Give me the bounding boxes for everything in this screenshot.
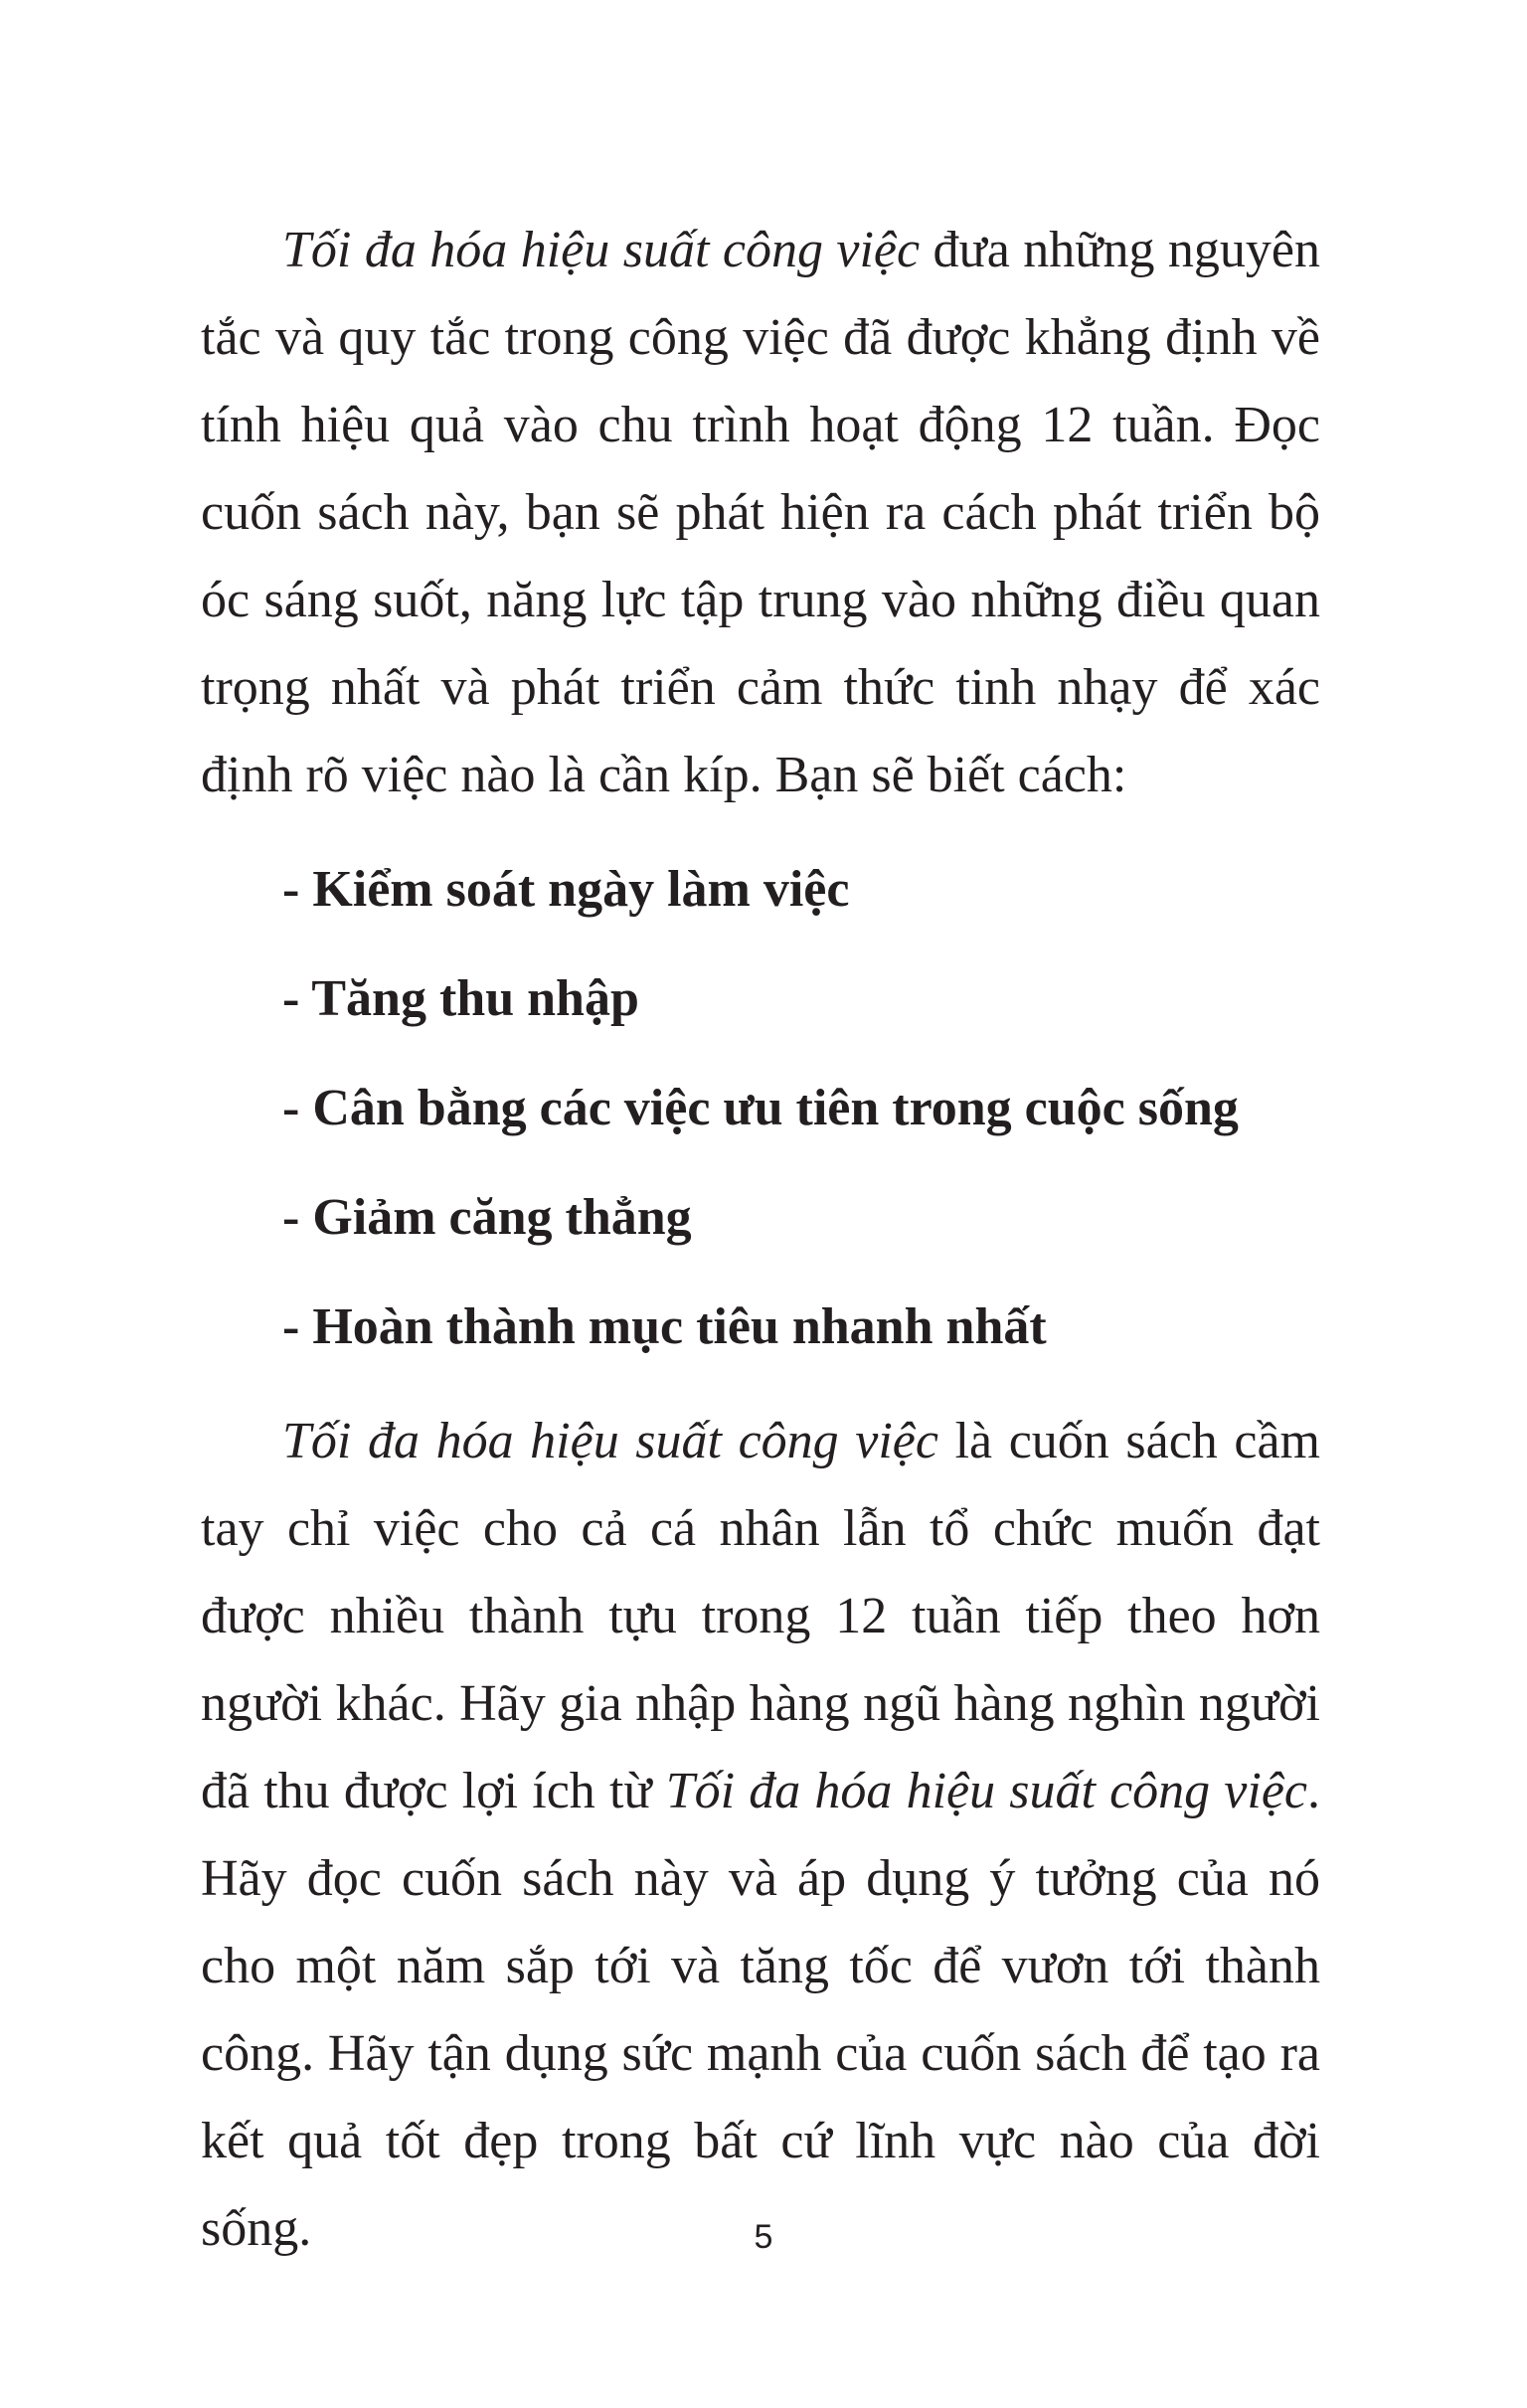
book-title-italic: Tối đa hóa hiệu suất công việc bbox=[282, 222, 921, 278]
page-number: 5 bbox=[754, 2218, 773, 2256]
closing-paragraph-text-b: . Hãy đọc cuốn sách này và áp dụng ý tưởng của nó cho một năm sắp tới và tăng tốc để vươn tới thành công. Hãy tận dụng sức mạnh của cuốn sách để tạo ra kết quả tốt đẹp trong bất cứ lĩnh vực nào của đời sống. bbox=[201, 1763, 1320, 2257]
book-title-italic: Tối đa hóa hiệu suất công việc bbox=[665, 1763, 1307, 1819]
intro-paragraph bbox=[201, 207, 1320, 819]
list-item: - Cân bằng các việc ưu tiên trong cuộc sống bbox=[282, 1080, 1239, 1136]
intro-paragraph-text: đưa những nguyên tắc và quy tắc trong công việc đã được khẳng định về tính hiệu quả vào chu trình hoạt động 12 tuần. Đọc cuốn sách này, bạn sẽ phát hiện ra cách phát triển bộ óc sáng suốt, năng lực tập trung vào những điều quan trọng nhất và phát triển cảm thức tinh nhạy để xác định rõ việc nào là cần kíp. Bạn sẽ biết cách: bbox=[201, 222, 1320, 803]
book-title-italic: Tối đa hóa hiệu suất công việc bbox=[282, 1413, 938, 1469]
benefits-list bbox=[282, 835, 1320, 1382]
closing-paragraph bbox=[201, 1398, 1320, 2273]
list-item: - Giảm căng thẳng bbox=[282, 1189, 692, 1246]
list-item: - Kiểm soát ngày làm việc bbox=[282, 861, 850, 918]
closing-paragraph-text-a: là cuốn sách cầm tay chỉ việc cho cả cá nhân lẫn tổ chức muốn đạt được nhiều thành tựu trong 12 tuần tiếp theo hơn người khác. Hãy gia nhập hàng ngũ hàng nghìn người đã thu được lợi ích từ bbox=[201, 1413, 1320, 1819]
list-item: - Hoàn thành mục tiêu nhanh nhất bbox=[282, 1298, 1047, 1355]
list-item: - Tăng thu nhập bbox=[282, 970, 639, 1027]
page-body bbox=[201, 207, 1320, 2273]
